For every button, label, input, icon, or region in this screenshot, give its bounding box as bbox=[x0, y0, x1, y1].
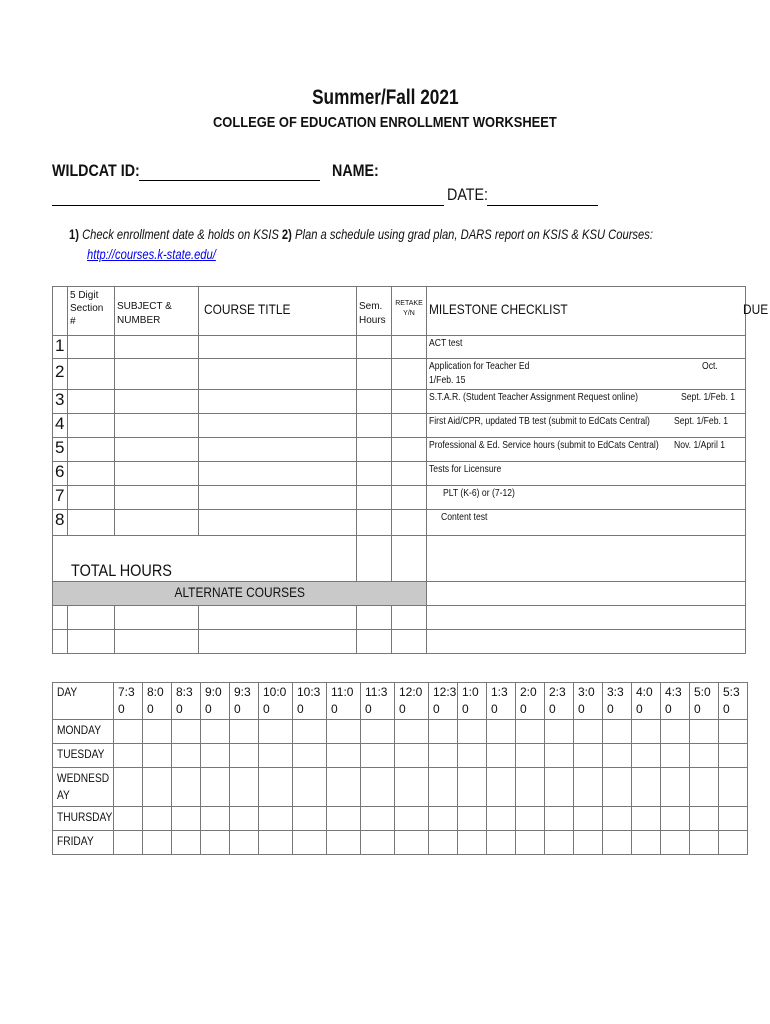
course-table bbox=[52, 286, 768, 654]
schedule-cell[interactable] bbox=[487, 768, 516, 807]
schedule-cell[interactable] bbox=[574, 720, 603, 744]
schedule-cell[interactable] bbox=[114, 831, 143, 855]
schedule-day-row bbox=[53, 807, 748, 831]
schedule-cell[interactable] bbox=[429, 807, 458, 831]
schedule-cell[interactable] bbox=[143, 720, 172, 744]
schedule-cell[interactable] bbox=[632, 720, 661, 744]
alternate-row bbox=[53, 606, 746, 630]
schedule-cell[interactable] bbox=[259, 807, 293, 831]
time-slot-header: 12:3 0 bbox=[429, 683, 458, 720]
milestone-item: Tests for Licensure bbox=[427, 462, 746, 486]
section-cell[interactable] bbox=[68, 462, 115, 486]
schedule-cell[interactable] bbox=[201, 744, 230, 768]
milestone-item: Professional & Ed. Service hours (submit to EdCats Central) Nov. 1/April 1 bbox=[427, 438, 746, 462]
section-cell[interactable] bbox=[68, 438, 115, 462]
alternate-courses-row bbox=[53, 582, 746, 606]
subject-cell[interactable] bbox=[115, 630, 199, 654]
milestone-item: Content test bbox=[427, 510, 746, 536]
schedule-cell[interactable] bbox=[487, 720, 516, 744]
subject-cell[interactable] bbox=[115, 510, 199, 536]
schedule-cell[interactable] bbox=[690, 768, 719, 807]
schedule-cell[interactable] bbox=[545, 744, 574, 768]
schedule-cell[interactable] bbox=[516, 807, 545, 831]
total-hours-label: TOTAL HOURS bbox=[53, 536, 357, 582]
schedule-cell[interactable] bbox=[259, 744, 293, 768]
schedule-cell[interactable] bbox=[545, 768, 574, 807]
schedule-cell[interactable] bbox=[327, 831, 361, 855]
schedule-cell[interactable] bbox=[230, 768, 259, 807]
schedule-cell[interactable] bbox=[293, 720, 327, 744]
schedule-cell[interactable] bbox=[487, 807, 516, 831]
schedule-cell[interactable] bbox=[114, 807, 143, 831]
schedule-cell[interactable] bbox=[458, 831, 487, 855]
retake-cell[interactable] bbox=[392, 438, 427, 462]
schedule-cell[interactable] bbox=[395, 807, 429, 831]
schedule-cell[interactable] bbox=[719, 720, 748, 744]
schedule-day-row bbox=[53, 768, 748, 807]
schedule-cell[interactable] bbox=[327, 768, 361, 807]
schedule-cell[interactable] bbox=[574, 831, 603, 855]
row-number: 3 bbox=[53, 390, 68, 414]
course-table-header bbox=[53, 287, 746, 336]
section-cell[interactable] bbox=[68, 486, 115, 510]
schedule-cell[interactable] bbox=[259, 720, 293, 744]
schedule-cell[interactable] bbox=[690, 744, 719, 768]
time-slot-header: 2:0 0 bbox=[516, 683, 545, 720]
subject-cell[interactable] bbox=[115, 438, 199, 462]
time-slot-header: 11:0 0 bbox=[327, 683, 361, 720]
schedule-cell[interactable] bbox=[201, 831, 230, 855]
schedule-cell[interactable] bbox=[361, 720, 395, 744]
time-slot-header: 5:0 0 bbox=[690, 683, 719, 720]
time-slot-header: 11:3 0 bbox=[361, 683, 395, 720]
schedule-day-row bbox=[53, 744, 748, 768]
date-label: DATE: bbox=[447, 185, 489, 204]
schedule-cell[interactable] bbox=[516, 720, 545, 744]
schedule-cell[interactable] bbox=[661, 768, 690, 807]
time-slot-header: 9:3 0 bbox=[230, 683, 259, 720]
schedule-cell[interactable] bbox=[719, 768, 748, 807]
schedule-cell[interactable] bbox=[361, 831, 395, 855]
schedule-cell[interactable] bbox=[632, 831, 661, 855]
schedule-cell[interactable] bbox=[429, 744, 458, 768]
course-title-cell[interactable] bbox=[199, 414, 357, 438]
date-field[interactable] bbox=[487, 205, 598, 206]
milestone-due: Sept. 1/Feb. 1 bbox=[681, 391, 736, 403]
time-slot-header: 9:0 0 bbox=[201, 683, 230, 720]
schedule-cell[interactable] bbox=[172, 807, 201, 831]
sem-hours-cell[interactable] bbox=[357, 630, 392, 654]
milestone-due: Sept. 1/Feb. 1 bbox=[674, 415, 729, 427]
alternate-courses-label: ALTERNATE COURSES bbox=[53, 582, 427, 606]
schedule-cell[interactable] bbox=[395, 720, 429, 744]
course-row bbox=[53, 462, 746, 486]
subject-cell[interactable] bbox=[115, 414, 199, 438]
schedule-cell[interactable] bbox=[201, 768, 230, 807]
course-title-header: COURSE TITLE bbox=[199, 287, 357, 336]
schedule-cell[interactable] bbox=[574, 768, 603, 807]
sem-hours-cell[interactable] bbox=[357, 359, 392, 390]
schedule-cell[interactable] bbox=[395, 744, 429, 768]
schedule-cell[interactable] bbox=[690, 831, 719, 855]
schedule-cell[interactable] bbox=[395, 831, 429, 855]
day-label: THURSDAY bbox=[53, 807, 114, 831]
time-slot-header: 2:3 0 bbox=[545, 683, 574, 720]
subject-cell[interactable] bbox=[115, 359, 199, 390]
section-cell[interactable] bbox=[68, 359, 115, 390]
schedule-header-row bbox=[53, 683, 748, 720]
course-title-cell[interactable] bbox=[199, 486, 357, 510]
schedule-cell[interactable] bbox=[293, 768, 327, 807]
row-number: 4 bbox=[53, 414, 68, 438]
course-title-cell[interactable] bbox=[199, 510, 357, 536]
time-slot-header: 10:3 0 bbox=[293, 683, 327, 720]
page-subtitle: COLLEGE OF EDUCATION ENROLLMENT WORKSHEET bbox=[213, 114, 557, 131]
schedule-cell[interactable] bbox=[429, 831, 458, 855]
section-cell[interactable] bbox=[68, 336, 115, 359]
course-row bbox=[53, 359, 746, 390]
row-number: 2 bbox=[53, 359, 68, 390]
schedule-cell[interactable] bbox=[114, 720, 143, 744]
page-title: Summer/Fall 2021 bbox=[311, 86, 459, 109]
course-row bbox=[53, 390, 746, 414]
milestone-item: Application for Teacher Ed Oct. 1/Feb. 15 bbox=[427, 359, 746, 390]
schedule-cell[interactable] bbox=[661, 831, 690, 855]
schedule-cell[interactable] bbox=[172, 720, 201, 744]
schedule-cell[interactable] bbox=[603, 768, 632, 807]
sem-hours-cell[interactable] bbox=[357, 486, 392, 510]
day-header: DAY bbox=[53, 683, 114, 720]
schedule-cell[interactable] bbox=[361, 807, 395, 831]
schedule-cell[interactable] bbox=[293, 744, 327, 768]
day-label: MONDAY bbox=[53, 720, 114, 744]
schedule-cell[interactable] bbox=[230, 744, 259, 768]
name-field[interactable] bbox=[52, 205, 444, 206]
time-slot-header: 7:3 0 bbox=[114, 683, 143, 720]
wildcat-id-field[interactable] bbox=[139, 180, 320, 181]
retake-header: RETAKE Y/N bbox=[392, 287, 427, 336]
schedule-cell[interactable] bbox=[143, 807, 172, 831]
time-slot-header: 4:0 0 bbox=[632, 683, 661, 720]
schedule-cell[interactable] bbox=[661, 744, 690, 768]
schedule-cell[interactable] bbox=[327, 807, 361, 831]
schedule-day-row bbox=[53, 831, 748, 855]
schedule-cell[interactable] bbox=[545, 720, 574, 744]
day-label: TUESDAY bbox=[53, 744, 114, 768]
milestone-due: Oct. bbox=[702, 360, 718, 372]
total-hours-cell[interactable] bbox=[357, 536, 392, 582]
course-title-cell[interactable] bbox=[199, 359, 357, 390]
time-slot-header: 5:3 0 bbox=[719, 683, 748, 720]
row-number: 5 bbox=[53, 438, 68, 462]
schedule-cell[interactable] bbox=[327, 744, 361, 768]
schedule-cell[interactable] bbox=[516, 768, 545, 807]
time-slot-header: 8:3 0 bbox=[172, 683, 201, 720]
schedule-cell[interactable] bbox=[361, 768, 395, 807]
schedule-cell[interactable] bbox=[719, 744, 748, 768]
schedule-cell[interactable] bbox=[603, 807, 632, 831]
milestone-due: Nov. 1/April 1 bbox=[674, 439, 726, 451]
schedule-cell[interactable] bbox=[603, 720, 632, 744]
retake-cell[interactable] bbox=[392, 606, 427, 630]
schedule-cell[interactable] bbox=[143, 768, 172, 807]
course-row bbox=[53, 510, 746, 536]
schedule-cell[interactable] bbox=[661, 807, 690, 831]
schedule-cell[interactable] bbox=[545, 807, 574, 831]
schedule-cell[interactable] bbox=[516, 744, 545, 768]
subject-cell[interactable] bbox=[115, 336, 199, 359]
course-row bbox=[53, 414, 746, 438]
section-cell[interactable] bbox=[68, 606, 115, 630]
retake-cell[interactable] bbox=[392, 359, 427, 390]
schedule-cell[interactable] bbox=[458, 807, 487, 831]
row-number: 8 bbox=[53, 510, 68, 536]
day-label: FRIDAY bbox=[53, 831, 114, 855]
course-title-cell[interactable] bbox=[199, 336, 357, 359]
schedule-cell[interactable] bbox=[429, 720, 458, 744]
retake-cell[interactable] bbox=[392, 486, 427, 510]
schedule-cell[interactable] bbox=[719, 807, 748, 831]
schedule-cell[interactable] bbox=[395, 768, 429, 807]
row-number: 1 bbox=[53, 336, 68, 359]
retake-cell[interactable] bbox=[392, 336, 427, 359]
schedule-cell[interactable] bbox=[143, 744, 172, 768]
schedule-cell[interactable] bbox=[632, 807, 661, 831]
sem-hours-cell[interactable] bbox=[357, 462, 392, 486]
schedule-cell[interactable] bbox=[293, 831, 327, 855]
schedule-cell[interactable] bbox=[201, 807, 230, 831]
subject-cell[interactable] bbox=[115, 390, 199, 414]
schedule-cell[interactable] bbox=[429, 768, 458, 807]
schedule-cell[interactable] bbox=[458, 768, 487, 807]
schedule-cell[interactable] bbox=[545, 831, 574, 855]
section-cell[interactable] bbox=[68, 630, 115, 654]
due-header: DUE bbox=[742, 301, 768, 317]
schedule-cell[interactable] bbox=[201, 720, 230, 744]
schedule-cell[interactable] bbox=[327, 720, 361, 744]
retake-cell[interactable] bbox=[392, 414, 427, 438]
schedule-cell[interactable] bbox=[632, 744, 661, 768]
course-title-cell[interactable] bbox=[199, 462, 357, 486]
time-slot-header: 1:3 0 bbox=[487, 683, 516, 720]
schedule-cell[interactable] bbox=[516, 831, 545, 855]
schedule-cell[interactable] bbox=[690, 807, 719, 831]
section-header: 5 Digit Section # bbox=[68, 287, 115, 336]
schedule-cell[interactable] bbox=[690, 720, 719, 744]
total-hours-row bbox=[53, 536, 746, 582]
course-row bbox=[53, 438, 746, 462]
milestone-item: ACT test bbox=[427, 336, 746, 359]
sem-hours-cell[interactable] bbox=[357, 438, 392, 462]
schedule-cell[interactable] bbox=[172, 744, 201, 768]
milestone-item: First Aid/CPR, updated TB test (submit to EdCats Central) Sept. 1/Feb. 1 bbox=[427, 414, 746, 438]
retake-cell[interactable] bbox=[392, 630, 427, 654]
schedule-cell[interactable] bbox=[114, 768, 143, 807]
course-title-cell[interactable] bbox=[199, 438, 357, 462]
schedule-cell[interactable] bbox=[172, 831, 201, 855]
time-slot-header: 8:0 0 bbox=[143, 683, 172, 720]
time-slot-header: 12:0 0 bbox=[395, 683, 429, 720]
time-slot-header: 10:0 0 bbox=[259, 683, 293, 720]
row-number: 6 bbox=[53, 462, 68, 486]
course-title-cell[interactable] bbox=[199, 606, 357, 630]
schedule-cell[interactable] bbox=[603, 831, 632, 855]
schedule-day-row bbox=[53, 720, 748, 744]
sem-hours-cell[interactable] bbox=[357, 336, 392, 359]
schedule-cell[interactable] bbox=[574, 744, 603, 768]
schedule-cell[interactable] bbox=[458, 744, 487, 768]
schedule-cell[interactable] bbox=[632, 768, 661, 807]
alternate-row bbox=[53, 630, 746, 654]
time-slot-header: 3:0 0 bbox=[574, 683, 603, 720]
milestone-item: PLT (K-6) or (7-12) bbox=[427, 486, 746, 510]
instructions: 1) Check enrollment date & holds on KSIS 2) Plan a schedule using grad plan, DARS report on KSIS & KSU Courses: bbox=[69, 226, 653, 242]
schedule-cell[interactable] bbox=[230, 807, 259, 831]
course-title-cell[interactable] bbox=[199, 630, 357, 654]
schedule-cell[interactable] bbox=[574, 807, 603, 831]
schedule-cell[interactable] bbox=[293, 807, 327, 831]
course-row bbox=[53, 336, 746, 359]
courses-link[interactable]: http://courses.k-state.edu/ bbox=[87, 246, 216, 262]
schedule-cell[interactable] bbox=[487, 744, 516, 768]
sem-hours-cell[interactable] bbox=[357, 390, 392, 414]
subject-cell[interactable] bbox=[115, 606, 199, 630]
retake-cell[interactable] bbox=[392, 510, 427, 536]
sem-hours-cell[interactable] bbox=[357, 414, 392, 438]
schedule-cell[interactable] bbox=[143, 831, 172, 855]
name-label: NAME: bbox=[332, 161, 379, 180]
time-slot-header: 3:3 0 bbox=[603, 683, 632, 720]
schedule-cell[interactable] bbox=[259, 768, 293, 807]
schedule-cell[interactable] bbox=[487, 831, 516, 855]
wildcat-id-label: WILDCAT ID: bbox=[52, 161, 140, 180]
section-cell[interactable] bbox=[68, 390, 115, 414]
schedule-cell[interactable] bbox=[661, 720, 690, 744]
subject-header: SUBJECT & NUMBER bbox=[115, 287, 199, 336]
subject-cell[interactable] bbox=[115, 486, 199, 510]
subject-cell[interactable] bbox=[115, 462, 199, 486]
schedule-cell[interactable] bbox=[230, 831, 259, 855]
retake-cell[interactable] bbox=[392, 390, 427, 414]
time-slot-header: 4:3 0 bbox=[661, 683, 690, 720]
sem-hours-header: Sem. Hours bbox=[357, 287, 392, 336]
schedule-cell[interactable] bbox=[230, 720, 259, 744]
milestone-header: MILESTONE CHECKLIST DUE bbox=[427, 287, 746, 336]
schedule-cell[interactable] bbox=[114, 744, 143, 768]
schedule-cell[interactable] bbox=[259, 831, 293, 855]
schedule-cell[interactable] bbox=[361, 744, 395, 768]
course-row bbox=[53, 486, 746, 510]
milestone-item: S.T.A.R. (Student Teacher Assignment Request online) Sept. 1/Feb. 1 bbox=[427, 390, 746, 414]
course-title-cell[interactable] bbox=[199, 390, 357, 414]
schedule-table bbox=[52, 682, 748, 855]
row-number: 7 bbox=[53, 486, 68, 510]
day-label: WEDNESD AY bbox=[53, 768, 114, 807]
section-cell[interactable] bbox=[68, 414, 115, 438]
schedule-cell[interactable] bbox=[719, 831, 748, 855]
section-cell[interactable] bbox=[68, 510, 115, 536]
sem-hours-cell[interactable] bbox=[357, 510, 392, 536]
schedule-cell[interactable] bbox=[603, 744, 632, 768]
sem-hours-cell[interactable] bbox=[357, 606, 392, 630]
schedule-cell[interactable] bbox=[458, 720, 487, 744]
schedule-cell[interactable] bbox=[172, 768, 201, 807]
time-slot-header: 1:0 0 bbox=[458, 683, 487, 720]
retake-cell[interactable] bbox=[392, 462, 427, 486]
